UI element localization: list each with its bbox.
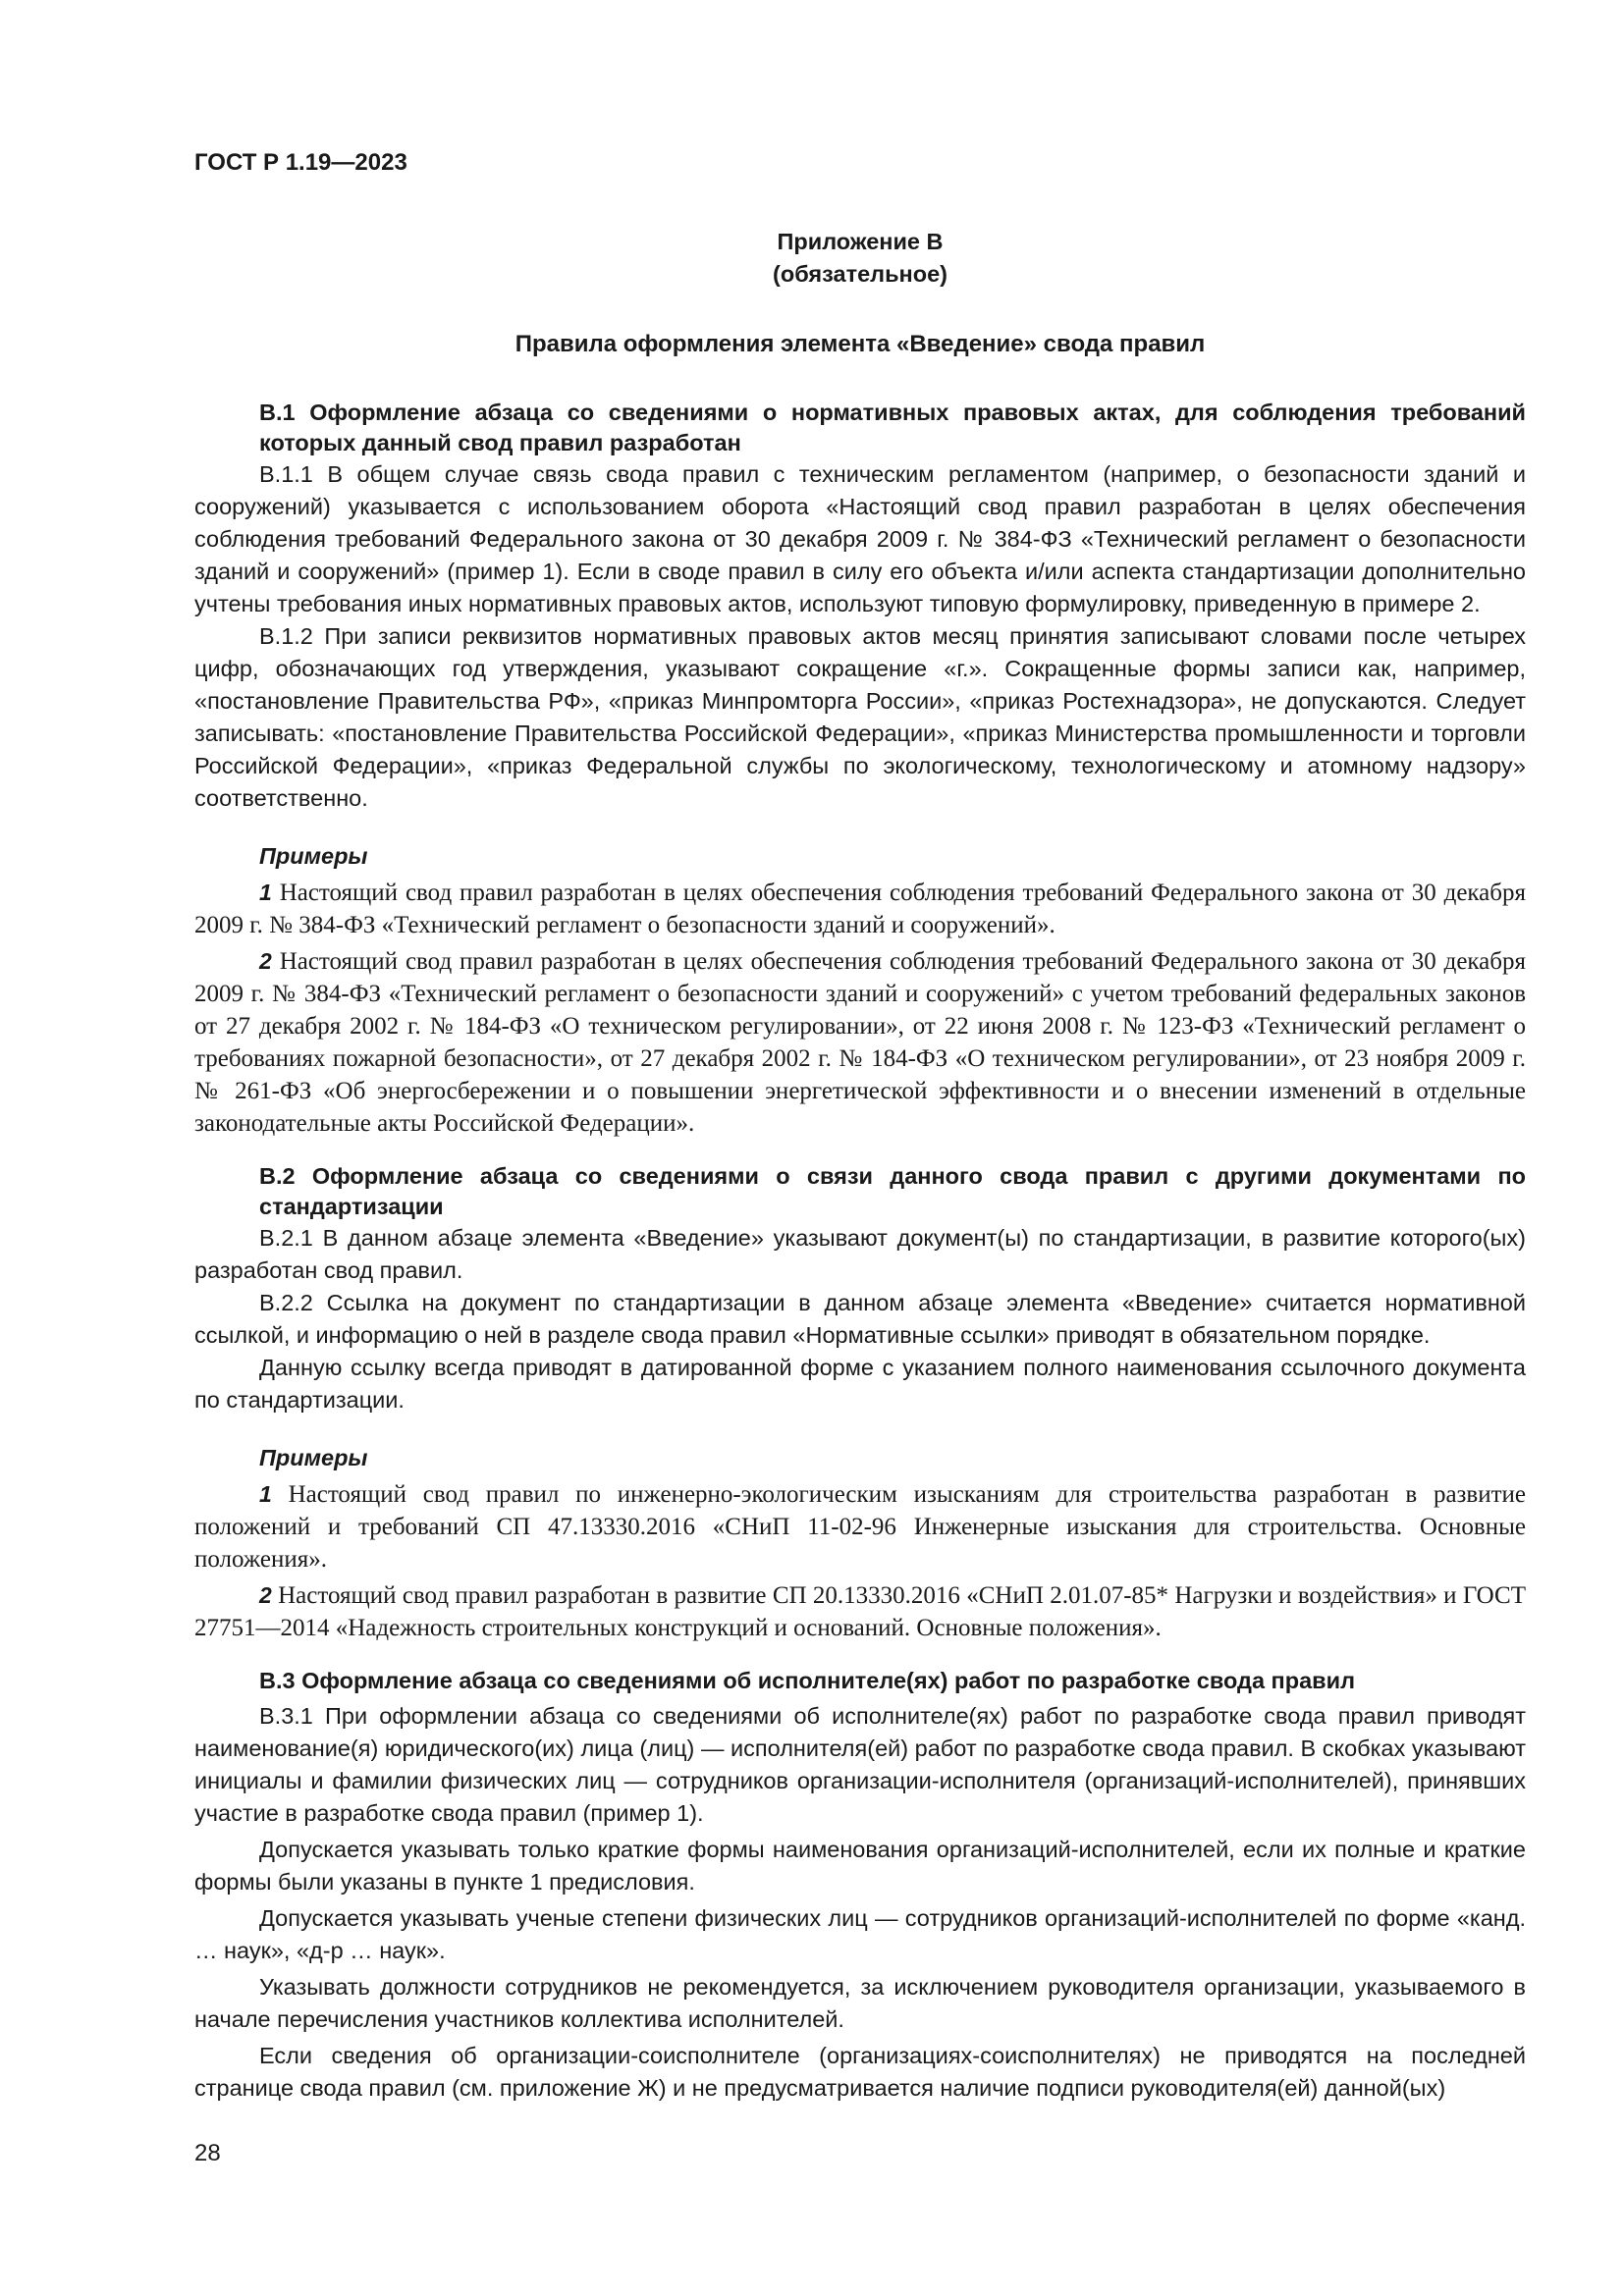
- paragraph-b3-3: Допускается указывать ученые степени физических лиц — сотрудников организаций-исполнителей по форме «канд. … наук», «д-р … наук».: [194, 1905, 1526, 1963]
- example-number: 1: [259, 880, 272, 905]
- document-header: ГОСТ Р 1.19—2023: [194, 149, 407, 176]
- example-b2-1: [194, 1478, 1526, 1575]
- paragraph-b1-2: В.1.2 При записи реквизитов нормативных правовых актов месяц принятия записывают словами после четырех цифр, обозначающих год утверждения, указывают сокращение «г.». Сокращенные формы записи как, например, «постановление Правительства РФ», «приказ Минпромторга России», «приказ Ростехнадзора», не допускаются. Следует записывать: «постановление Правительства Российской Федерации», «приказ Министерства промышленности и торговли Российской Федерации», «приказ Федеральной службы по экологическому, технологическому и атомному надзору» соответственно.: [194, 623, 1526, 811]
- section-b1-title: В.1 Оформление абзаца со сведениями о нормативных правовых актах, для соблюдения требований которых данный свод правил разработан: [259, 400, 1526, 455]
- example-b2-2: [194, 1579, 1526, 1644]
- paragraph-b2-2: В.2.2 Ссылка на документ по стандартизации в данном абзаце элемента «Введение» считается нормативной ссылкой, и информацию о ней в разделе свода правил «Нормативные ссылки» приводят в обязательном порядке.: [194, 1290, 1526, 1348]
- example-text: Настоящий свод правил разработан в целях обеспечения соблюдения требований Федерального закона от 30 декабря 2009 г. № 384-ФЗ «Технический регламент о безопасности зданий и сооружений».: [194, 880, 1527, 938]
- examples-label: Примеры: [259, 1445, 368, 1470]
- example-text: Настоящий свод правил разработан в целях обеспечения соблюдения требований Федерального закона от 30 декабря 2009 г. № 384-ФЗ «Технический регламент о безопасности зданий и сооружений» с учетом требований федеральных законов от 27 декабря 2002 г. № 184-ФЗ «О техническом регулировании», от 22 июня 2008 г. № 123-ФЗ «Технический регламент о требованиях пожарной безопасности», от 27 декабря 2002 г. № 184-ФЗ «О техническом регулировании», от 23 ноября 2009 г. № 261-ФЗ «Об энергосбережении и о повышении энергетической эффективности и о внесении изменений в отдельные законодательные акты Российской Федерации».: [194, 948, 1527, 1137]
- example-number: 2: [259, 948, 272, 974]
- example-b1-2: [194, 945, 1526, 1140]
- paragraph-b2-3: Данную ссылку всегда приводят в датированной форме с указанием полного наименования ссылочного документа по стандартизации.: [194, 1355, 1526, 1413]
- example-b1-1: [194, 877, 1526, 941]
- examples-label: Примеры: [259, 843, 368, 869]
- section-b3-title: В.3 Оформление абзаца со сведениями об исполнителе(ях) работ по разработке свода правил: [259, 1668, 1355, 1693]
- section-b1: [194, 398, 1526, 1140]
- paragraph-b3-4: Указывать должности сотрудников не рекомендуется, за исключением руководителя организации, указываемого в начале перечисления участников коллектива исполнителей.: [194, 1974, 1526, 2032]
- section-b3: [194, 1666, 1526, 2105]
- example-text: Настоящий свод правил по инженерно-экологическим изысканиям для строительства разработан в развитие положений и требований СП 47.13330.2016 «СНиП 11-02-96 Инженерные изыскания для строительства. Основные положения».: [194, 1481, 1527, 1573]
- page-content: [194, 226, 1526, 2105]
- section-b2: [194, 1161, 1526, 1644]
- section-b2-title: В.2 Оформление абзаца со сведениями о связи данного свода правил с другими документами по стандартизации: [259, 1163, 1526, 1219]
- example-text: Настоящий свод правил разработан в развитие СП 20.13330.2016 «СНиП 2.01.07-85* Нагрузки и воздействия» и ГОСТ 27751—2014 «Надежность строительных конструкций и оснований. Основные положения».: [194, 1582, 1526, 1641]
- annex-title: Приложение В: [777, 229, 944, 254]
- paragraph-b3-5: Если сведения об организации-соисполнителе (организациях-соисполнителях) не приводятся на последней странице свода правил (см. приложение Ж) и не предусматривается наличие подписи руководителя(ей) данной(ых): [194, 2043, 1526, 2101]
- paragraph-b1-1: В.1.1 В общем случае связь свода правил с техническим регламентом (например, о безопасности зданий и сооружений) указывается с использованием оборота «Настоящий свод правил разработан в целях обеспечения соблюдения требований Федерального закона от 30 декабря 2009 г. № 384-ФЗ «Технический регламент о безопасности зданий и сооружений» (пример 1). Если в своде правил в силу его объекта и/или аспекта стандартизации дополнительно учтены требования иных нормативных правовых актов, используют типовую формулировку, приведенную в примере 2.: [194, 461, 1526, 616]
- paragraph-b3-1: В.3.1 При оформлении абзаца со сведениями об исполнителе(ях) работ по разработке свода правил приводят наименование(я) юридического(их) лица (лиц) — исполнителя(ей) работ по разработке свода правил. В скобках указывают инициалы и фамилии физических лиц — сотрудников организации-исполнителя (организаций-исполнителей), принявших участие в разработке свода правил (пример 1).: [194, 1703, 1526, 1826]
- paragraph-b2-1: В.2.1 В данном абзаце элемента «Введение» указывают документ(ы) по стандартизации, в развитие которого(ых) разработан свод правил.: [194, 1225, 1526, 1283]
- example-number: 2: [259, 1582, 272, 1608]
- annex-status: (обязательное): [773, 261, 947, 287]
- example-number: 1: [259, 1481, 272, 1507]
- annex-heading: Правила оформления элемента «Введение» свода правил: [514, 331, 1206, 357]
- page-number: 28: [194, 2140, 221, 2166]
- paragraph-b3-2: Допускается указывать только краткие формы наименования организаций-исполнителей, если их полные и краткие формы были указаны в пункте 1 предисловия.: [194, 1837, 1526, 1895]
